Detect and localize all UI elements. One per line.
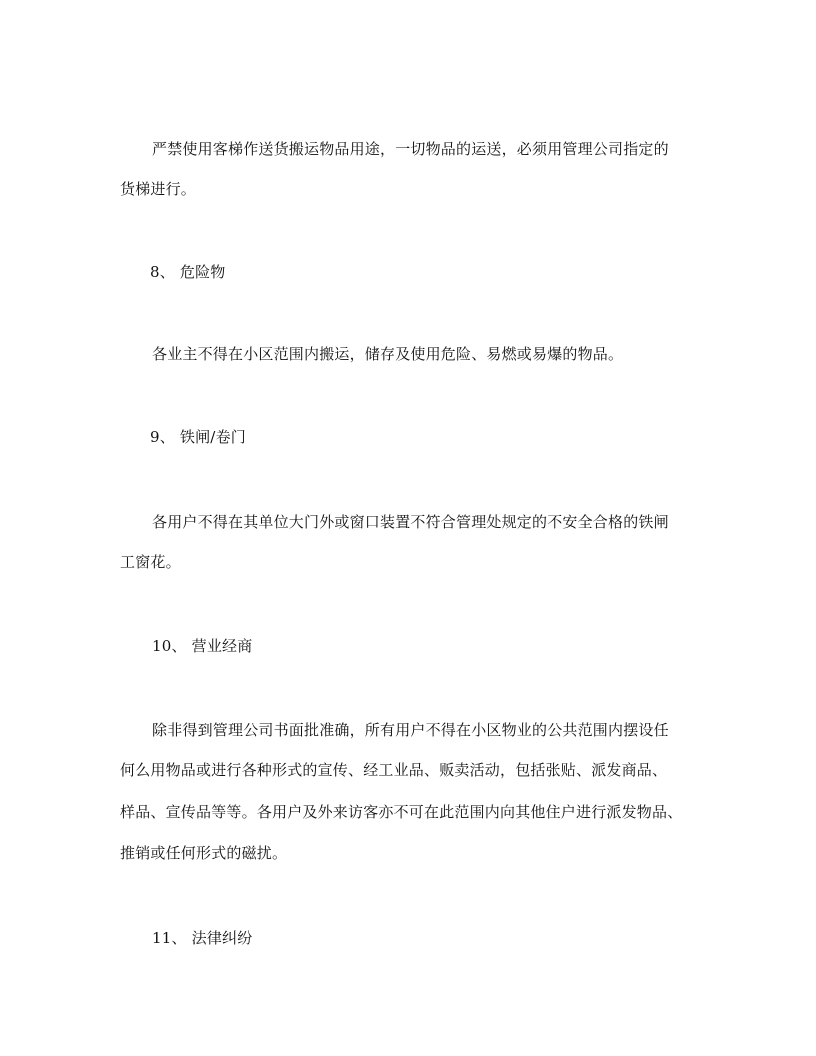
paragraph-line: 样品、宣传品等等。各用户及外来访客亦不可在此范围内向其他住户进行派发物品、 (120, 803, 683, 821)
paragraph-line: 除非得到管理公司书面批准确，所有用户不得在小区物业的公共范围内摆设任 (152, 721, 669, 739)
paragraph-line: 货梯进行。 (120, 180, 197, 198)
paragraph-line: 各业主不得在小区范围内搬运，储存及使用危险、易燃或易爆的物品。 (152, 345, 624, 363)
paragraph-line: 工窗花。 (120, 553, 181, 571)
section-heading: 8、 危险物 (150, 263, 226, 281)
paragraph-line: 推销或任何形式的磁扰。 (120, 844, 288, 862)
paragraph-line: 各用户不得在其单位大门外或窗口装置不符合管理处规定的不安全合格的铁闸 (152, 513, 669, 531)
paragraph-line: 何么用物品或进行各种形式的宣传、经工业品、贩卖活动，包括张贴、派发商品、 (120, 761, 668, 779)
section-heading: 11、 法律纠纷 (152, 929, 253, 947)
section-heading: 9、 铁闸/卷门 (150, 428, 246, 446)
paragraph-line: 严禁使用客梯作送货搬运物品用途，一切物品的运送，必须用管理公司指定的 (152, 140, 669, 158)
section-heading: 10、 营业经商 (152, 637, 253, 655)
